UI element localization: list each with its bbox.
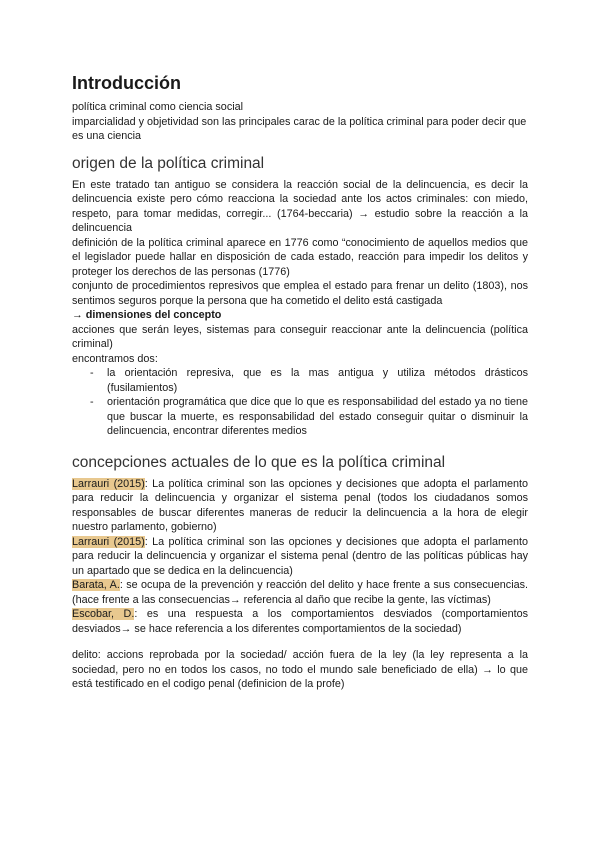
list-item: - orientación programática que dice que lo que es responsabilidad del estado ya no tiene que buscar la muerte, es responsabilidad del estado conseguir quitar o disminuir la delincuencia, encontrar diferentes medios — [90, 395, 528, 439]
entry-text: : La política criminal son las opciones y decisiones que adopta el parlamento para reducir la delincuencia y organizar el sistema penal (todos los ciudadanos somos responsables de buscar diferentes maneras de reducir la delincuencia a la hora de elegir nuestro parlamento, gobierno) — [72, 477, 528, 533]
paragraph: encontramos dos: — [72, 352, 158, 365]
section-concepts — [72, 453, 528, 692]
entry-text: : se ocupa de la prevención y reacción del delito y hace frente a sus consecuencias. (hace frente a las consecuencias→ referencia al daño que recibe la gente, las víctimas) — [72, 579, 528, 606]
paragraph: definición de la política criminal aparece en 1776 como “conocimiento de aquellos medios que el legislador puede hallar en disposición de cada estado, reacción para impedir los delitos y proteger los derechos de las personas (1776) — [72, 236, 528, 278]
entry-text: : es una respuesta a los comportamientos desviados (comportamientos desviados→ se hace referencia a los diferentes comportamientos de la sociedad) — [72, 608, 528, 635]
definition-entry — [72, 477, 528, 535]
definition-entry — [72, 535, 528, 579]
subheading: → dimensiones del concepto — [72, 309, 222, 321]
intro-block — [72, 100, 528, 144]
author-highlight: Larrauri (2015) — [72, 535, 145, 548]
paragraph: En este tratado tan antiguo se considera la reacción social de la delincuencia, es decir la delincuencia existe pero cómo reacciona la sociedad ante los actos criminales: con miedo, respeto, para tomar medidas, corregir... (1764-beccaria) → estudio sobre la reacción a la delincuencia — [72, 178, 528, 234]
author-highlight: Larrauri (2015) — [72, 477, 145, 490]
list-item: - la orientación represiva, que es la mas antigua y utiliza métodos drásticos (fusilamientos) — [90, 366, 528, 395]
definition-entry — [72, 578, 528, 607]
intro-line: política criminal como ciencia social — [72, 101, 244, 113]
page-title: Introducción — [72, 73, 181, 93]
paragraph: delito: accions reprobada por la sociedad/ acción fuera de la ley (la ley representa a la sociedad, pero no en todos los casos, no todo el mundo sale beneficiado de ella) → lo que está testificado en el codigo penal (definicion de la profe) — [72, 649, 528, 690]
spacer — [72, 636, 528, 648]
paragraph: conjunto de procedimientos represivos que emplea el estado para frenar un delito (1803), nos sentimos seguros porque la persona que ha cometido el delito está castigada — [72, 280, 528, 307]
section-heading: origen de la política criminal — [72, 154, 265, 172]
author-highlight: Barata, A. — [72, 579, 120, 591]
intro-line: imparcialidad y objetividad son las principales carac de la política criminal para poder decir que es una ciencia — [72, 115, 527, 142]
definition-entry — [72, 607, 528, 636]
section-origin — [72, 154, 528, 439]
entry-text: : La política criminal son las opciones y decisiones que adopta el parlamento para reducir la delincuencia y organizar el sistema penal (dentro de las políticas públicas hay un apartado que se dedica en la delincuencia) — [72, 535, 528, 577]
paragraph: acciones que serán leyes, sistemas para conseguir reaccionar ante la delincuencia (política criminal) — [72, 323, 528, 350]
section-heading: concepciones actuales de lo que es la política criminal — [72, 453, 446, 471]
bullet-list — [72, 366, 528, 439]
author-highlight: Escobar, D. — [72, 608, 135, 620]
